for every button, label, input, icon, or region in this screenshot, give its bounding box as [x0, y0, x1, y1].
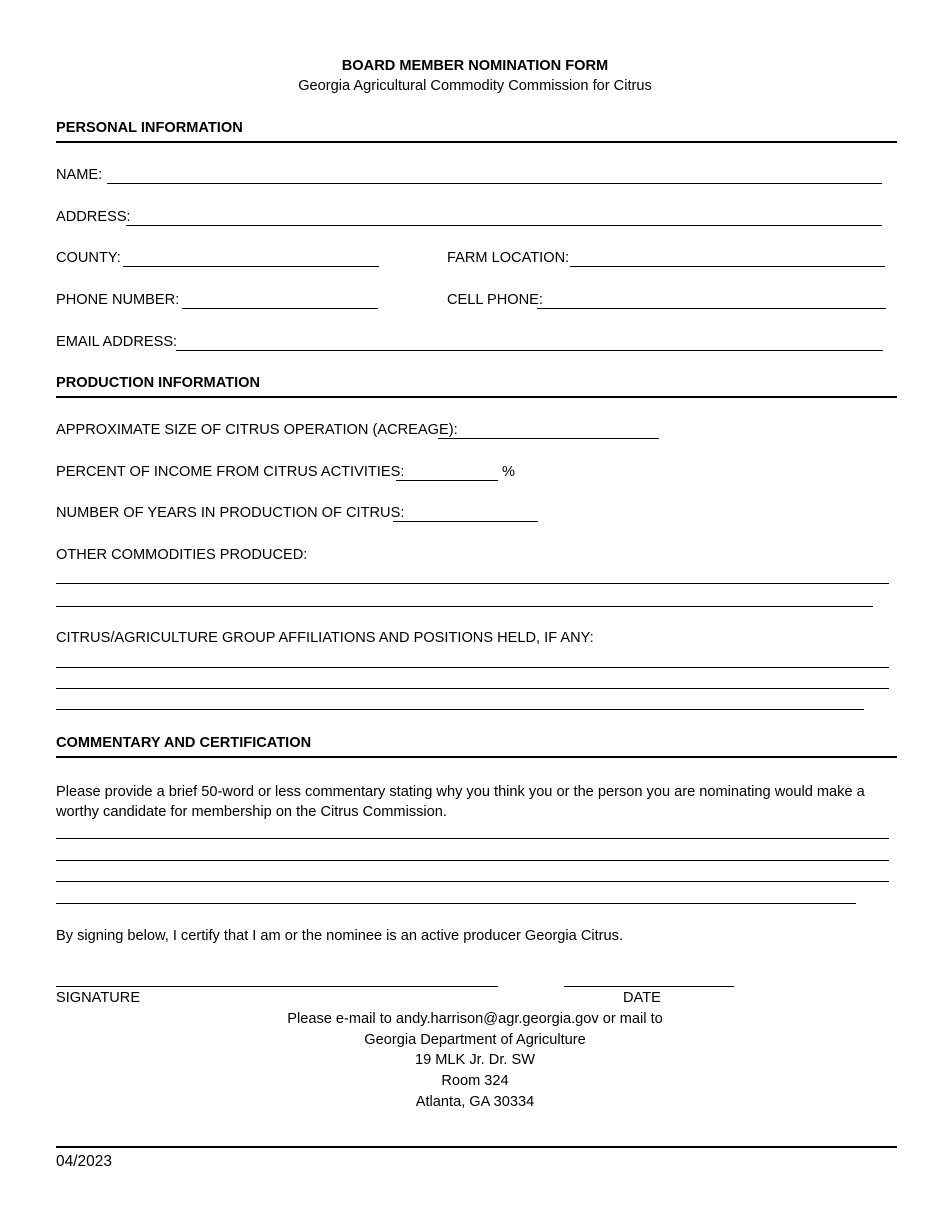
affiliations-line[interactable] — [56, 709, 864, 710]
acreage-label: APPROXIMATE SIZE OF CITRUS OPERATION (ACREAGE): — [56, 422, 458, 438]
name-field[interactable] — [107, 183, 882, 184]
percent-income-label: PERCENT OF INCOME FROM CITRUS ACTIVITIES: — [56, 464, 405, 480]
affiliations-line[interactable] — [56, 667, 889, 668]
county-field[interactable] — [123, 266, 379, 267]
date-field[interactable] — [564, 986, 734, 987]
form-title: BOARD MEMBER NOMINATION FORM — [341, 58, 609, 74]
commentary-line[interactable] — [56, 860, 889, 861]
section-divider — [56, 756, 897, 758]
farm-location-field[interactable] — [570, 266, 885, 267]
years-production-label: NUMBER OF YEARS IN PRODUCTION OF CITRUS: — [56, 505, 405, 521]
phone-label: PHONE NUMBER: — [56, 292, 180, 308]
affiliations-label: CITRUS/AGRICULTURE GROUP AFFILIATIONS AND POSITIONS HELD, IF ANY: — [56, 630, 594, 646]
commentary-line[interactable] — [56, 881, 889, 882]
commentary-line[interactable] — [56, 903, 856, 904]
contact-street: 19 MLK Jr. Dr. SW — [414, 1052, 536, 1068]
personal-info-heading: PERSONAL INFORMATION — [56, 120, 243, 136]
cell-phone-label: CELL PHONE: — [447, 292, 543, 308]
production-info-heading: PRODUCTION INFORMATION — [56, 375, 261, 391]
date-label: DATE — [623, 990, 661, 1006]
form-subtitle: Georgia Agricultural Commodity Commission for Citrus — [298, 78, 652, 94]
acreage-field[interactable] — [438, 438, 659, 439]
percent-income-field[interactable] — [396, 480, 498, 481]
years-production-field[interactable] — [393, 521, 538, 522]
percent-sign: % — [502, 464, 515, 480]
contact-city: Atlanta, GA 30334 — [415, 1094, 535, 1110]
farm-location-label: FARM LOCATION: — [447, 250, 570, 266]
phone-field[interactable] — [182, 308, 378, 309]
commentary-instructions: Please provide a brief 50-word or less commentary stating why you think you or the person you are nominating would make a worthy candidate for membership on the Citrus Commission. — [56, 784, 865, 820]
commentary-heading: COMMENTARY AND CERTIFICATION — [56, 735, 312, 751]
name-label: NAME: — [56, 167, 103, 183]
certification-statement: By signing below, I certify that I am or the nominee is an active producer Georgia Citrus. — [56, 928, 623, 944]
contact-organization: Georgia Department of Agriculture — [364, 1032, 586, 1048]
cell-phone-field[interactable] — [537, 308, 886, 309]
email-label: EMAIL ADDRESS: — [56, 334, 178, 350]
revision-date: 04/2023 — [56, 1153, 113, 1170]
contact-room: Room 324 — [441, 1073, 509, 1089]
address-field[interactable] — [126, 225, 882, 226]
signature-label: SIGNATURE — [56, 990, 141, 1006]
section-divider — [56, 396, 897, 398]
section-divider — [56, 141, 897, 143]
other-commodities-line[interactable] — [56, 583, 889, 584]
other-commodities-line[interactable] — [56, 606, 873, 607]
contact-instruction: Please e-mail to andy.harrison@agr.georgia.gov or mail to — [287, 1011, 663, 1027]
other-commodities-label: OTHER COMMODITIES PRODUCED: — [56, 547, 308, 563]
county-label: COUNTY: — [56, 250, 121, 266]
footer-divider — [56, 1146, 897, 1148]
affiliations-line[interactable] — [56, 688, 889, 689]
signature-field[interactable] — [56, 986, 498, 987]
email-field[interactable] — [176, 350, 883, 351]
commentary-line[interactable] — [56, 838, 889, 839]
address-label: ADDRESS: — [56, 209, 131, 225]
